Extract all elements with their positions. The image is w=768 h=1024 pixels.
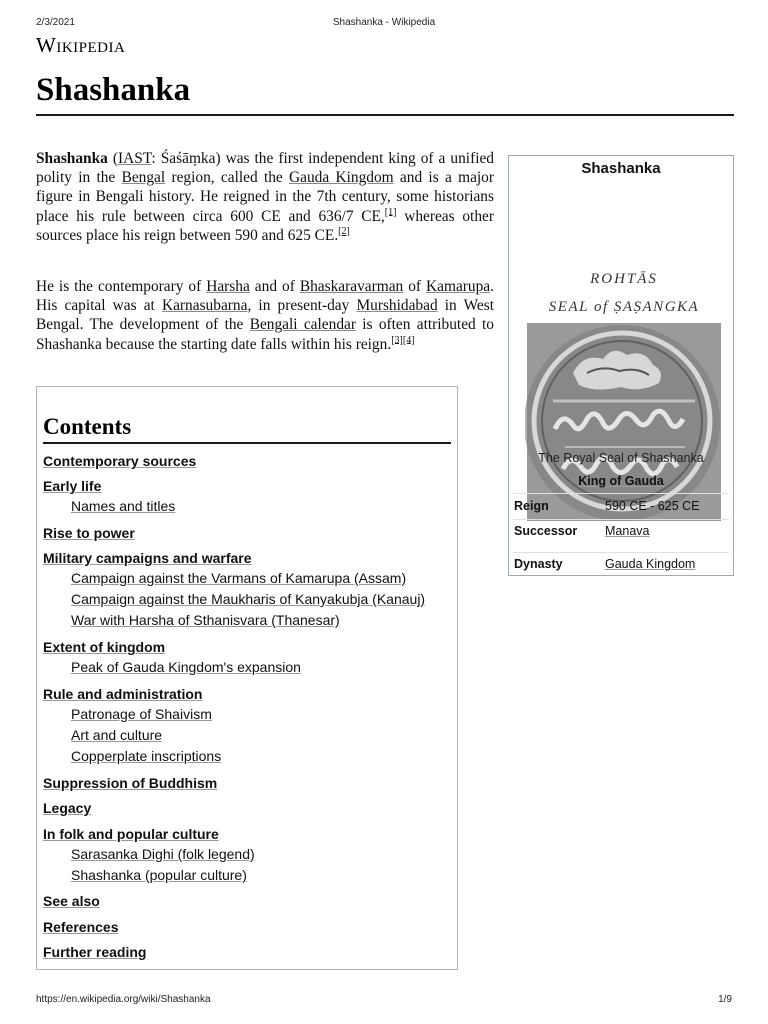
text-run: is often attributed to Shashanka because the starting date falls within his reign.	[36, 316, 494, 353]
text-run: and is a major figure in Bengali history. He reigned in the 7th century, some historians place his rule between circa 600 CE and 636/7 CE,	[36, 169, 495, 225]
text-run: (	[107, 150, 119, 167]
successor-link[interactable]: Manava	[605, 524, 650, 538]
print-url: https://en.wikipedia.org/wiki/Shashanka	[36, 994, 211, 1005]
toc-divider	[43, 442, 451, 444]
text-run: of	[403, 278, 427, 295]
text-run: region, called the	[165, 169, 290, 187]
title-divider	[36, 114, 734, 116]
text-run: whereas other sources place his reign between 590 and 625 CE.	[36, 207, 494, 244]
toc-item[interactable]: Names and titles	[71, 498, 176, 514]
toc-item[interactable]: References	[43, 919, 119, 935]
infobox-value: 590 CE - 625 CE	[605, 499, 700, 513]
toc-title: Contents	[43, 414, 132, 439]
toc-item[interactable]: Extent of kingdom	[43, 639, 166, 655]
lead-paragraph-2	[36, 277, 494, 354]
karnasubarna-link[interactable]: Karnasubarna	[161, 297, 248, 315]
toc-item[interactable]: Campaign against the Varmans of Kamarupa (Assam)	[71, 570, 407, 586]
text-run: , in present-day	[247, 297, 357, 315]
king-of-gauda-link[interactable]: King of Gauda	[578, 474, 664, 488]
text-run: in West Bengal. The development of the	[36, 297, 494, 334]
text-run: and of	[249, 278, 300, 295]
dynasty-link[interactable]: Gauda Kingdom	[605, 557, 696, 571]
toc-item[interactable]: Further reading	[43, 944, 147, 960]
toc-item[interactable]: Contemporary sources	[43, 453, 197, 469]
infobox-image-caption: The Royal Seal of Shashanka	[538, 451, 704, 465]
article-subject: Shashanka	[36, 150, 108, 167]
harsha-link[interactable]: Harsha	[206, 278, 250, 295]
text-run: : Śaśāṃka) was the first independent king of a unified polity in the	[36, 150, 494, 187]
citation-2[interactable]: [2]	[338, 225, 350, 237]
gauda-kingdom-link[interactable]: Gauda Kingdom	[289, 169, 394, 187]
lead-paragraph-1	[36, 149, 494, 245]
wikipedia-logo[interactable]: Wikipedia	[36, 33, 126, 57]
bengal-link[interactable]: Bengal	[121, 169, 166, 187]
murshidabad-link[interactable]: Murshidabad	[356, 297, 438, 315]
toc-item[interactable]: See also	[43, 893, 100, 909]
toc-item[interactable]: Rule and administration	[43, 686, 203, 702]
infobox-label: Dynasty	[514, 557, 563, 571]
toc-item[interactable]: Copperplate inscriptions	[71, 748, 222, 764]
toc-item[interactable]: Shashanka (popular culture)	[71, 867, 247, 883]
iast-link[interactable]: IAST	[118, 150, 152, 167]
text-run: He is the contemporary of	[36, 278, 207, 295]
infobox-heading	[509, 474, 733, 488]
toc-item[interactable]: War with Harsha of Sthanisvara (Thanesar)	[71, 612, 340, 628]
text-run: . His capital was at	[36, 278, 494, 315]
print-page-number: 1/9	[718, 994, 732, 1005]
table-of-contents	[36, 386, 458, 970]
seal-caption-line-2: SEAL of ṢAṢANGKA	[548, 299, 700, 315]
infobox	[508, 155, 734, 576]
toc-item[interactable]: Suppression of Buddhism	[43, 775, 218, 791]
citation-4[interactable]: [4]	[402, 334, 415, 346]
print-title: Shashanka - Wikipedia	[332, 17, 436, 28]
toc-item[interactable]: Military campaigns and warfare	[43, 550, 252, 566]
print-date: 2/3/2021	[36, 17, 75, 28]
toc-item[interactable]: Campaign against the Maukharis of Kanyakubja (Kanauj)	[71, 591, 426, 607]
toc-item[interactable]: Early life	[43, 478, 102, 494]
citation-3[interactable]: [3]	[391, 334, 403, 346]
kamarupa-link[interactable]: Kamarupa	[426, 278, 491, 295]
toc-item[interactable]: Peak of Gauda Kingdom's expansion	[71, 659, 301, 675]
page-title: Shashanka	[36, 72, 191, 108]
toc-item[interactable]: Sarasanka Dighi (folk legend)	[71, 846, 255, 862]
bengali-calendar-link[interactable]: Bengali calendar	[249, 316, 356, 334]
infobox-label: Successor	[514, 524, 578, 538]
toc-item[interactable]: Patronage of Shaivism	[71, 706, 212, 722]
infobox-label: Reign	[514, 499, 549, 513]
citation-1[interactable]: [1]	[384, 206, 397, 218]
print-footer	[36, 994, 732, 1008]
infobox-row-reign	[513, 493, 729, 519]
infobox-title: Shashanka	[581, 160, 661, 177]
infobox-row-dynasty	[513, 552, 729, 576]
seal-caption-line-1: ROHTĀS	[590, 271, 658, 287]
bhaskaravarman-link[interactable]: Bhaskaravarman	[299, 278, 404, 295]
toc-item[interactable]: Legacy	[43, 800, 92, 816]
infobox-row-successor	[513, 519, 729, 552]
print-header	[36, 17, 732, 31]
toc-item[interactable]: Rise to power	[43, 525, 135, 541]
toc-item[interactable]: Art and culture	[71, 727, 163, 743]
toc-item[interactable]: In folk and popular culture	[43, 826, 219, 842]
